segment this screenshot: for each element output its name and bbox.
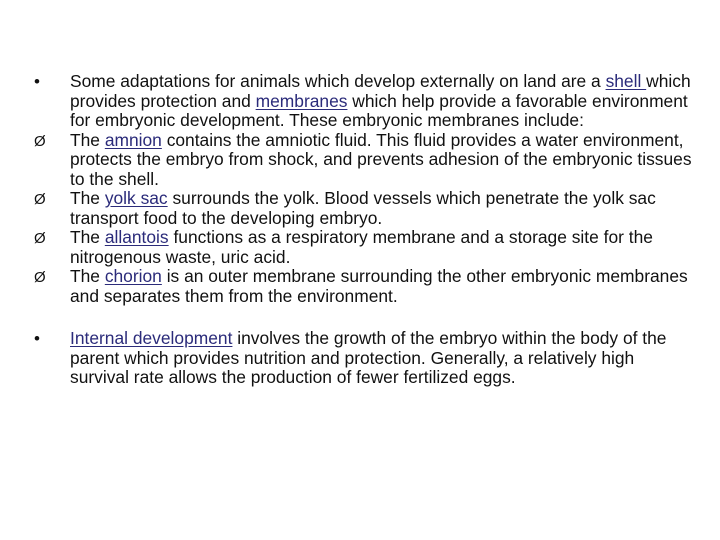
- sub-bullet-yolk-sac: [34, 189, 694, 228]
- link-allantois[interactable]: allantois: [104, 227, 169, 247]
- arrow-bullet-icon: Ø: [34, 191, 46, 208]
- sub-bullet-allantois: [34, 228, 694, 267]
- sub-bullet-chorion: [34, 267, 694, 306]
- link-internal-development[interactable]: Internal development: [70, 328, 233, 348]
- intro-text-2: which provides protection and: [70, 71, 691, 111]
- arrow-bullet-icon: Ø: [34, 132, 46, 150]
- intro-text-1: Some adaptations for animals which develop externally on land are a: [70, 71, 606, 91]
- arrow-bullet-icon: Ø: [34, 269, 46, 286]
- spacer: [34, 306, 694, 329]
- link-amnion[interactable]: amnion: [104, 129, 162, 150]
- bullet-intro: [34, 72, 694, 131]
- arrow-bullet-icon: Ø: [34, 230, 46, 247]
- bullet-internal-development: [34, 329, 694, 388]
- intro-text-3: which help provide a favorable environment for embryonic development. These embryonic membranes include:: [70, 90, 688, 130]
- link-yolk-sac[interactable]: yolk sac: [104, 188, 168, 208]
- bullet-list: [34, 72, 694, 388]
- link-chorion[interactable]: chorion: [104, 266, 162, 286]
- sub-text-pre: The: [70, 129, 105, 150]
- sub-text-post: contains the amniotic fluid. This fluid provides a water environment, protects the embryo from shock, and prevents adhesion of the embryonic tissues to the shell.: [70, 129, 692, 189]
- sub-text-pre: The: [70, 266, 105, 286]
- sub-text-post: surrounds the yolk. Blood vessels which penetrate the yolk sac transport food to the developing embryo.: [70, 188, 656, 228]
- sub-text-post: functions as a respiratory membrane and a storage site for the nitrogenous waste, uric acid.: [70, 227, 653, 267]
- internal-text: involves the growth of the embryo within the body of the parent which provides nutrition and protection. Generally, a relatively high survival rate allows the production of fewer fertilized eggs.: [70, 328, 667, 387]
- bullet-marker: •: [34, 329, 40, 348]
- sub-text-post: is an outer membrane surrounding the other embryonic membranes and separates them from the environment.: [70, 266, 688, 306]
- sub-text-pre: The: [70, 227, 105, 247]
- sub-bullet-amnion: [34, 131, 694, 190]
- link-membranes[interactable]: membranes: [255, 90, 348, 111]
- link-shell[interactable]: shell: [605, 71, 647, 91]
- bullet-marker: •: [34, 72, 40, 91]
- sub-text-pre: The: [70, 188, 105, 208]
